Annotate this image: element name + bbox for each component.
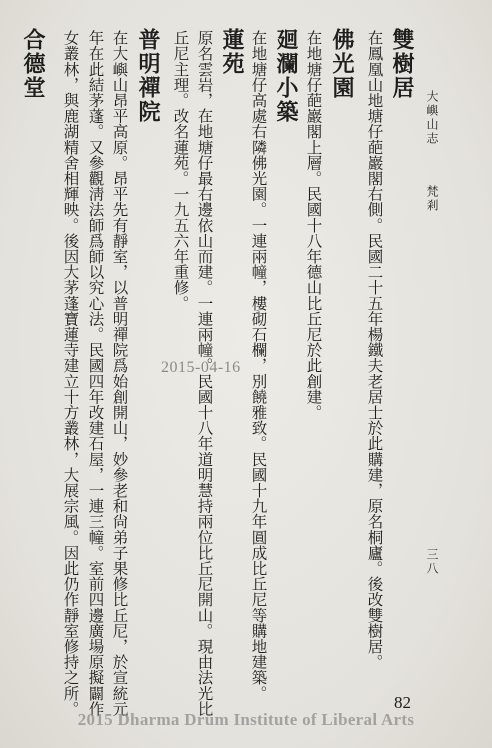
entry-heading-hedetang: 合德堂 [20,28,46,100]
page-number: 82 [394,693,411,712]
entry-heading-lianyuan: 蓮苑 [219,28,245,76]
running-header-folio: 三八 [425,548,439,576]
entry-text-lianyuan-1: 原名雲岩，在地塘仔最右邊依山而建。一連兩幢。民國十八年道明慧持兩位比丘尼開山。現由法光比 [195,30,214,717]
institution-watermark: 2015 Dharma Drum Institute of Liberal Arts [77,710,415,729]
entry-text-foguangyuan: 在地塘仔葩巖閣上層。民國十八年德山比丘尼於此創建。 [304,30,323,420]
running-header-book-title: 大嶼山志 [425,90,439,146]
entry-text-puming-3: 女叢林，與鹿湖精舍相輝映。後因大茅蓬寶蓮寺建立十方叢林，大展宗風。因此仍作靜室修持之所。 [61,30,80,717]
scan-date-stamp: 2015-04-16 [161,359,241,376]
entry-heading-huilan: 廻瀾小築 [273,28,299,124]
entry-text-lianyuan-2: 丘尼主理。改名蓮苑。一九五六年重修。 [171,30,190,311]
entry-text-shuangshuju: 在鳳凰山地塘仔葩巖閣右側。民國二十五年楊鐵夫老居士於此購建，原名桐廬。後改雙樹居。 [365,30,384,670]
entry-text-huilan: 在地塘仔高處右隣佛光園。一連兩幢，樓砌石欄，別饒雅致。民國十九年圓成比丘尼等購地建築。 [249,30,268,701]
running-header-section: 梵剎 [425,185,439,213]
entry-heading-foguangyuan: 佛光園 [329,28,355,100]
entry-text-puming-1: 在大嶼山昂平高原。昂平先有靜室，以普明禪院爲始創開山，妙參老和尙弟子果修比丘尼，於宣統元 [110,30,129,717]
entry-heading-shuangshuju: 雙樹居 [389,28,415,100]
entry-text-puming-2: 年在此結茅蓬。又參觀淸法師爲師以究心法。民國四年改建石屋，一連三幢。室前四邊廣場原擬闢作 [86,30,105,717]
entry-heading-puming: 普明禪院 [135,28,161,124]
